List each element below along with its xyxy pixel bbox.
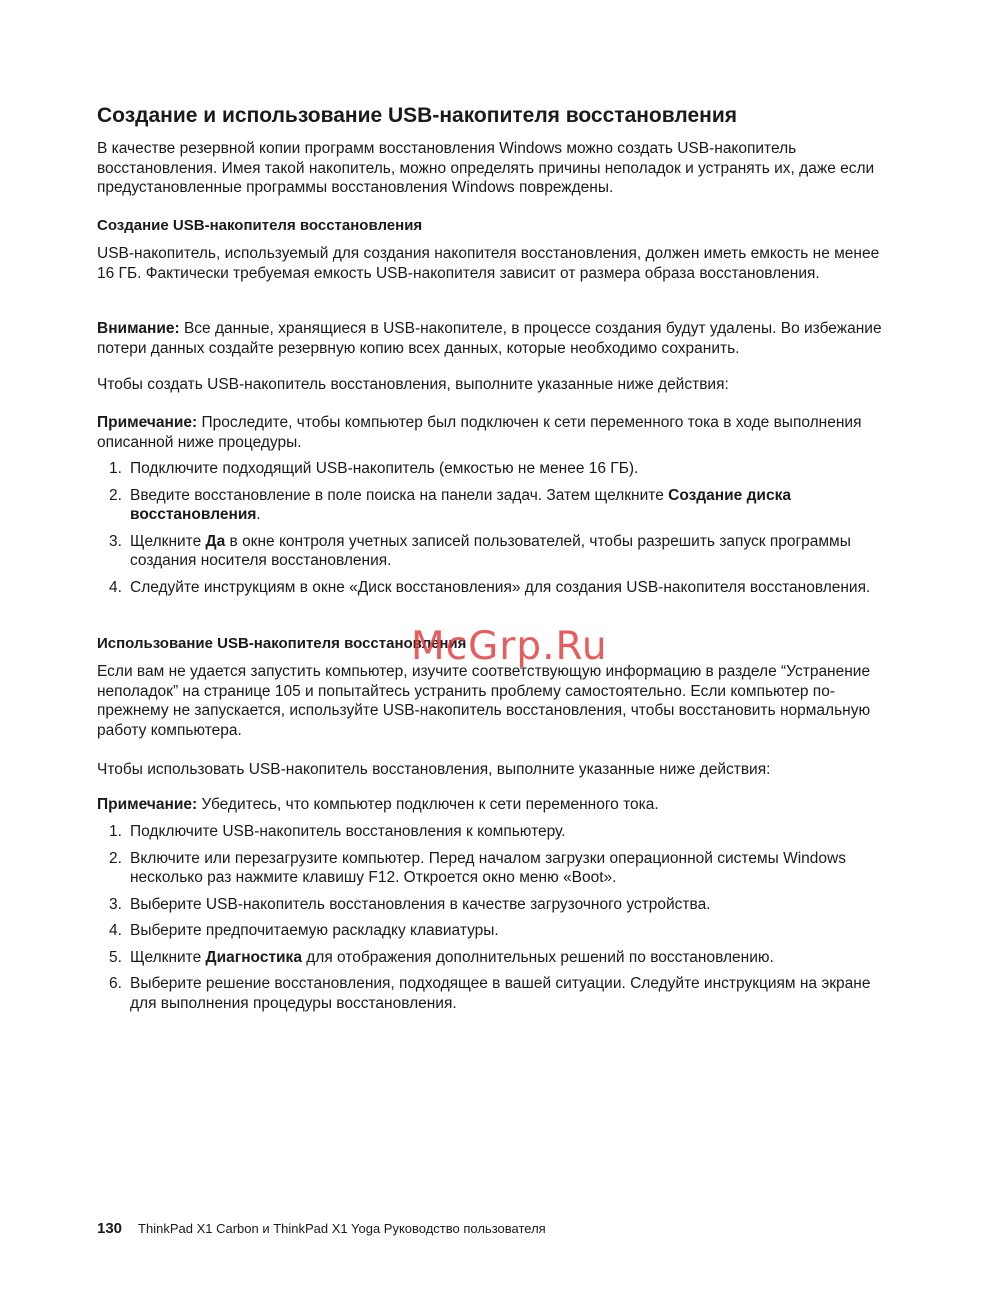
- list-item: 6. Выберите решение восстановления, подходящее в вашей ситуации. Следуйте инструкциям на экране для выполнения процедуры восстановления.: [109, 975, 871, 1012]
- list-item: 4. Следуйте инструкциям в окне «Диск восстановления» для создания USB-накопителя восстановления.: [109, 578, 871, 596]
- capacity-paragraph: USB-накопитель, используемый для создания накопителя восстановления, должен иметь емкость не менее 16 ГБ. Фактически требуемая емкость USB-накопителя зависит от размера образа восстановления.: [97, 245, 880, 282]
- create-steps-intro: Чтобы создать USB-накопитель восстановления, выполните указанные ниже действия:: [97, 376, 729, 393]
- list-item: 1. Подключите USB-накопитель восстановления к компьютеру.: [109, 823, 566, 840]
- use-paragraph: Если вам не удается запустить компьютер, изучите соответствующую информацию в разделе “Устранение неполадок” на странице 105 и попытайтесь устранить проблему самостоятельно. Если компьютер по-прежнему не запускается, используйте USB-накопитель восстановления, чтобы восстановить нормальную работу компьютера.: [97, 663, 871, 739]
- watermark: McGrp.Ru: [411, 624, 608, 669]
- note-text: Проследите, чтобы компьютер был подключен к сети переменного тока в ходе выполнения описанной ниже процедуры.: [97, 414, 862, 451]
- page-number: 130: [97, 1220, 123, 1237]
- list-item: 4. Выберите предпочитаемую раскладку клавиатуры.: [109, 922, 499, 939]
- list-item: 2. Введите восстановление в поле поиска на панели задач. Затем щелкните Создание диска восстановления.: [109, 486, 791, 523]
- note-label: Примечание:: [97, 796, 198, 813]
- use-steps-list: [97, 822, 887, 1020]
- use-note-paragraph: [97, 795, 887, 815]
- warning-label: Внимание:: [97, 320, 180, 337]
- warning-paragraph: [97, 319, 887, 358]
- warning-text: Все данные, хранящиеся в USB-накопителе, в процессе создания будут удалены. Во избежание потери данных создайте резервную копию всех данных, которые необходимо сохранить.: [97, 320, 882, 357]
- section-heading-create: Создание USB-накопителя восстановления: [97, 217, 423, 234]
- list-item: 5. Щелкните Диагностика для отображения дополнительных решений по восстановлению.: [109, 948, 774, 966]
- use-steps-intro: Чтобы использовать USB-накопитель восстановления, выполните указанные ниже действия:: [97, 761, 771, 778]
- page-title: Создание и использование USB-накопителя восстановления: [97, 104, 737, 127]
- create-note-paragraph: [97, 413, 887, 452]
- note-label: Примечание:: [97, 414, 198, 431]
- list-item: 2. Включите или перезагрузите компьютер. Перед началом загрузки операционной системы Windows несколько раз нажмите клавишу F12. Откроется окно меню «Boot».: [109, 849, 846, 886]
- note-text: Убедитесь, что компьютер подключен к сети переменного тока.: [197, 796, 659, 813]
- list-item: 3. Щелкните Да в окне контроля учетных записей пользователей, чтобы разрешить запуск программы создания носителя восстановления.: [109, 532, 851, 569]
- footer-text: ThinkPad X1 Carbon и ThinkPad X1 Yoga Руководство пользователя: [138, 1221, 546, 1236]
- intro-paragraph: В качестве резервной копии программ восстановления Windows можно создать USB-накопитель восстановления. Имея такой накопитель, можно определять причины неполадок и устранять их, даже если предустановленные программы восстановления Windows повреждены.: [97, 140, 875, 196]
- create-steps-list: [97, 459, 887, 604]
- section-heading-use: Использование USB-накопителя восстановления: [97, 635, 467, 652]
- list-item: 1. Подключите подходящий USB-накопитель (емкостью не менее 16 ГБ).: [109, 460, 639, 477]
- page-footer: [97, 1219, 546, 1239]
- list-item: 3. Выберите USB-накопитель восстановления в качестве загрузочного устройства.: [109, 895, 711, 913]
